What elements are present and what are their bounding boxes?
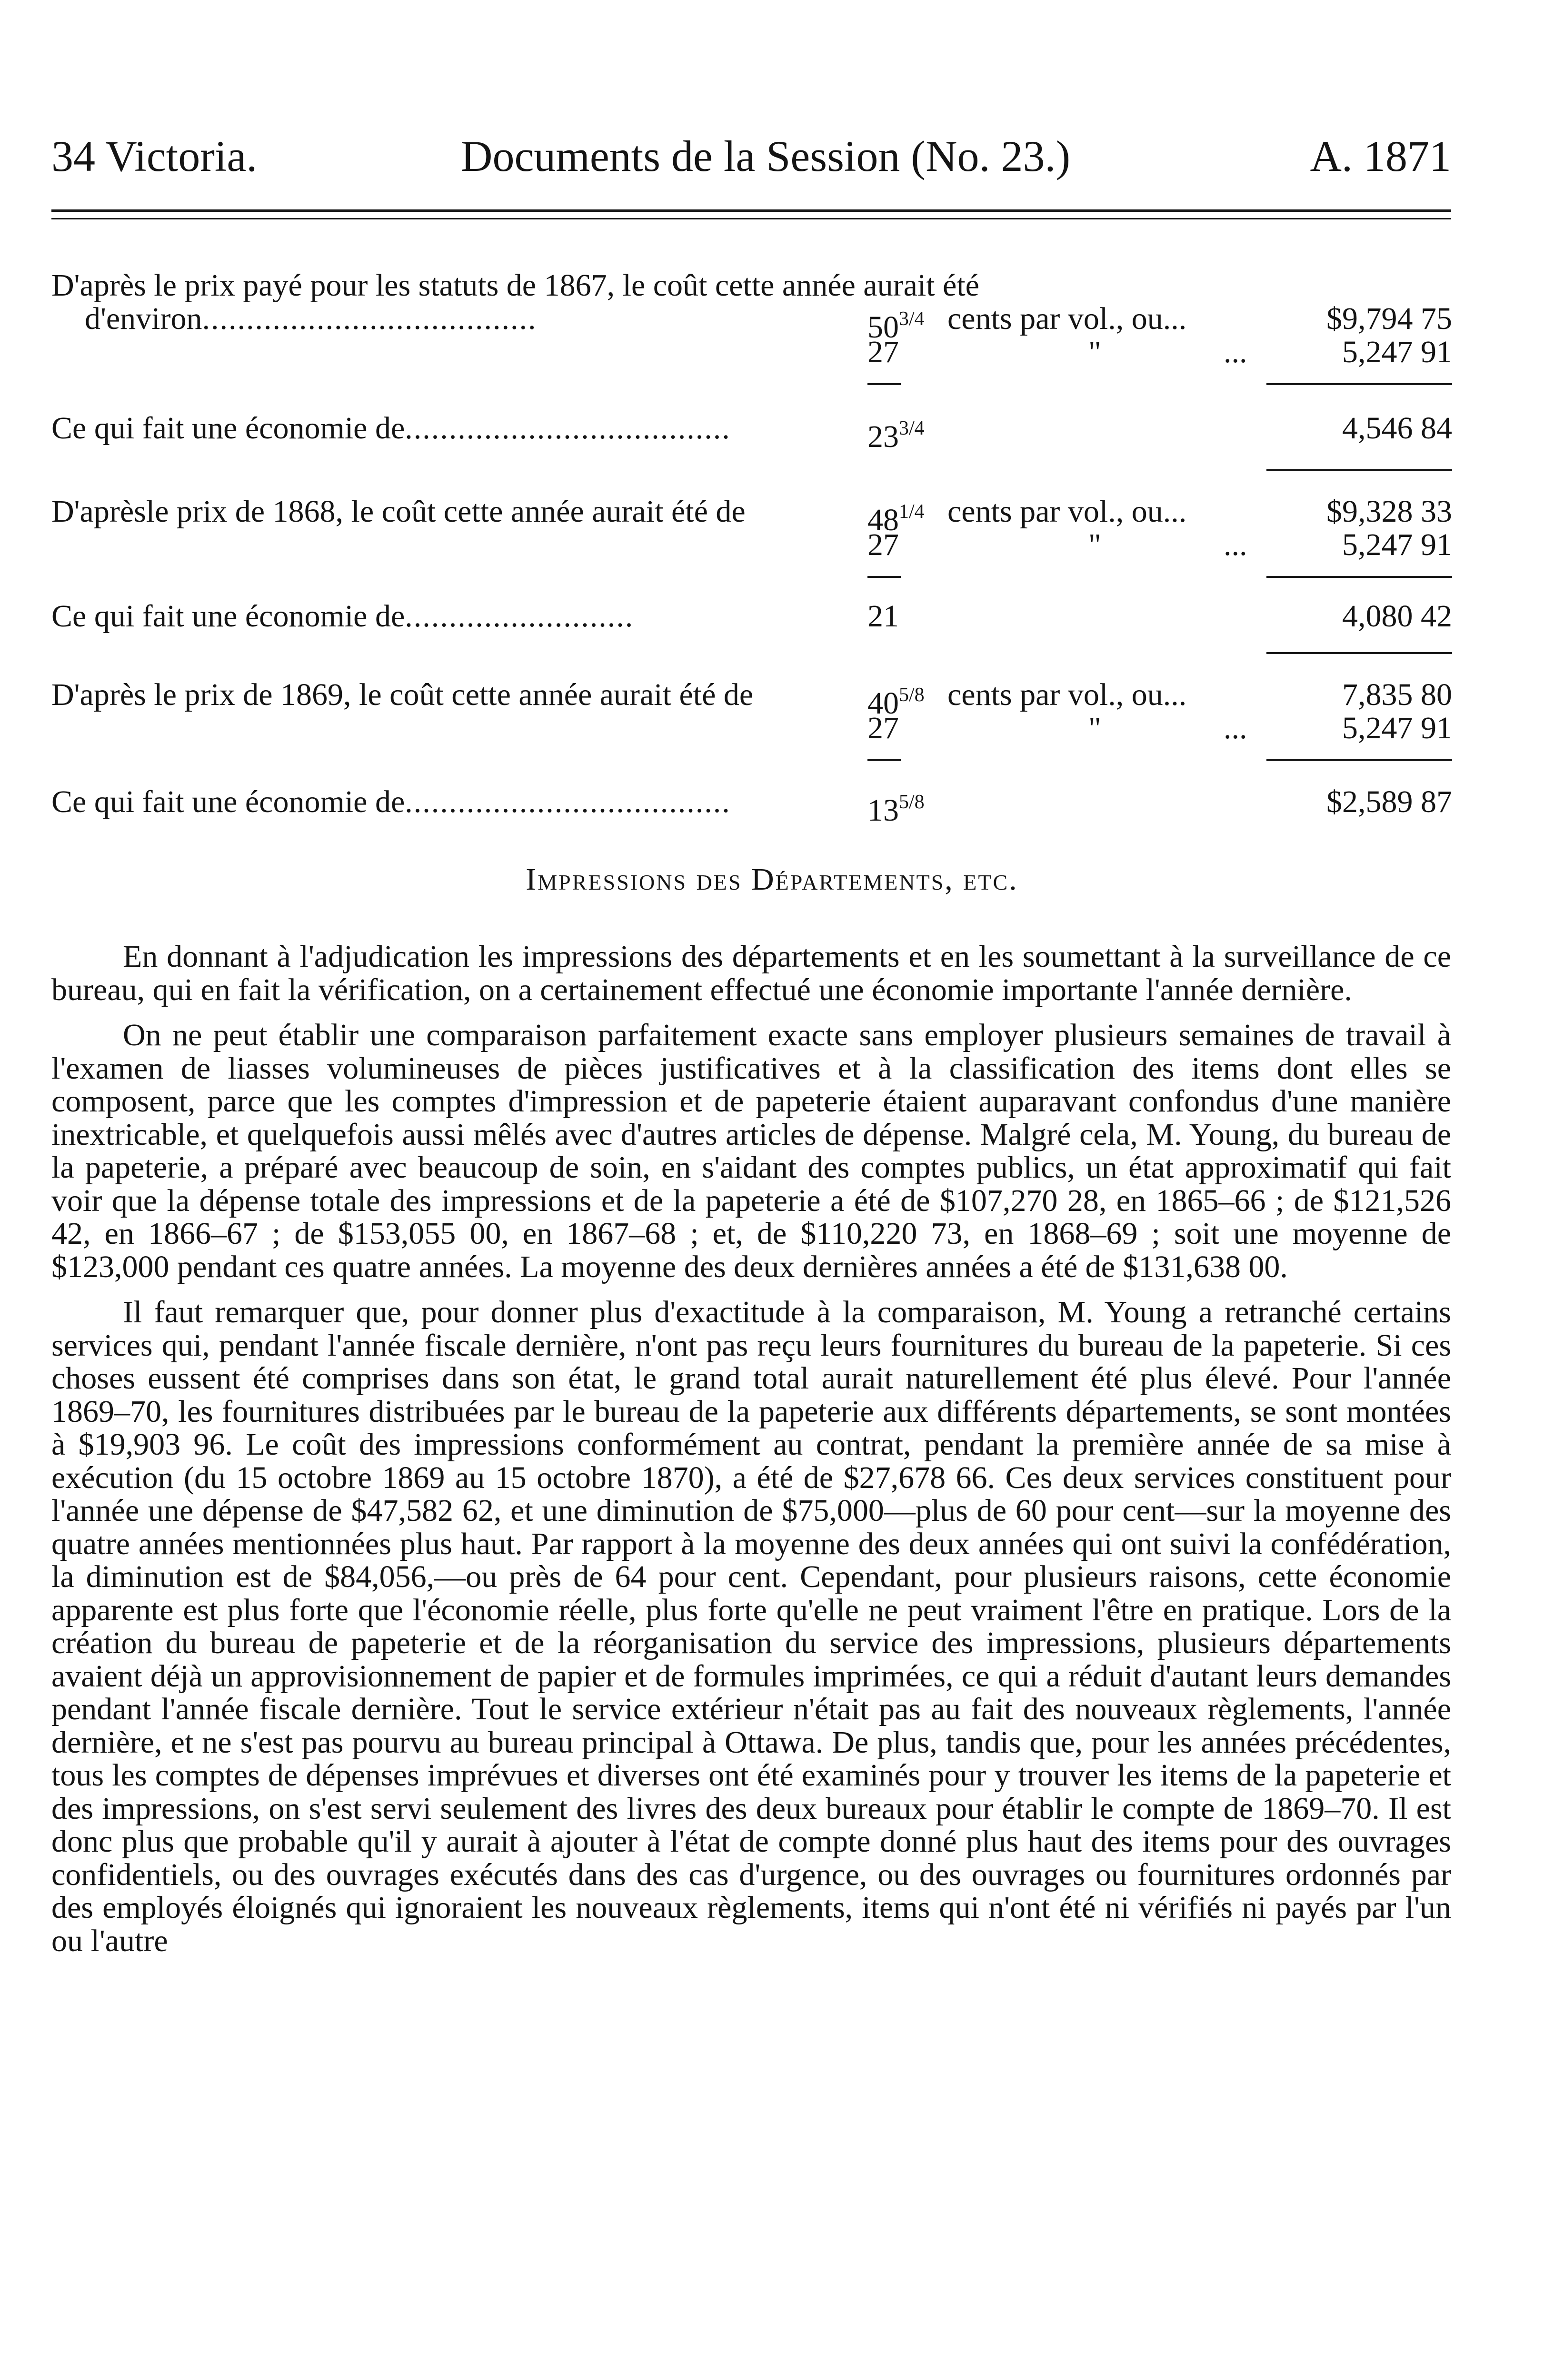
rule — [1266, 469, 1452, 471]
statement-3-amount2: 5,247 91 — [1342, 711, 1452, 745]
statement-2-cents-label: cents par vol., ou... — [947, 494, 1187, 529]
header-rule-thick — [51, 209, 1451, 212]
statement-3-cents: $40^{5/8}$ — [867, 684, 925, 721]
paragraph: On ne peut établir une comparaison parfaitement exacte sans employer plusieurs semaines de travail à l'examen de liasses volumineuses de pièces justificatives et à la classification des items dont elles se composent, parce que les comptes d'impression et de papeterie étaient auparavant confondus d'une manière inextricable, et quelquefois aussi mêlés avec d'autres articles de dépense. Malgré cela, M. Young, du bureau de la papeterie, a préparé avec beaucoup de soin, en s'aidant des comptes publics, un état approximatif qui fait voir que la dépense totale des impressions et de la papeterie a été de $107,270 28, en 1865–66 ; de $121,526 42, en 1866–67 ; de $153,055 00, en 1867–68 ; et, de $110,220 73, en 1868–69 ; soit une moyenne de $123,000 pendant ces quatre années. La moyenne des deux dernières années a été de $131,638 00. — [51, 1018, 1451, 1284]
statement-2-cents: $48^{1/4}$ — [867, 501, 925, 537]
header-year: A. 1871 — [1310, 132, 1451, 180]
statement-3-saving-amount: $2,589 87 — [1326, 784, 1452, 819]
statement-2-saving: Ce qui fait une économie de.......................... — [51, 599, 634, 634]
statement-2-saving-amount: 4,080 42 — [1342, 599, 1452, 634]
rule — [867, 759, 901, 761]
fraction: 3/4 — [899, 308, 925, 330]
ellipsis: ... — [1224, 335, 1247, 369]
rule — [1266, 652, 1452, 654]
fraction: 5/8 — [899, 791, 925, 813]
ditto-mark: " — [1088, 335, 1101, 369]
statement-1-amount2: 5,247 91 — [1342, 335, 1452, 369]
paragraph: Il faut remarquer que, pour donner plus d'exactitude à la comparaison, M. Young a retranché certains services qui, pendant l'année fiscale dernière, n'ont pas reçu leurs fournitures du bureau de la papeterie. Si ces choses eussent été comprises dans son état, le grand total aurait naturellement été plus élevé. Pour l'année 1869–70, les fournitures distribuées par le bureau de la papeterie aux différents départements, se sont montées à $19,903 96. Le coût des impressions conformément au contrat, pendant la première année de sa mise à exécution (du 15 octobre 1869 au 15 octobre 1870), a été de $27,678 66. Ces deux services constituent pour l'année une dépense de $47,582 62, et une diminution de $75,000—plus de 60 pour cent—sur la moyenne des quatre années mentionnées plus haut. Par rapport à la moyenne des deux années qui ont suivi la confédération, la diminution est de $84,056,—ou près de 64 pour cent. Cependant, pour plusieurs raisons, cette économie apparente est plus forte que l'économie réelle, plus forte qu'elle ne peut vraiment l'être en pratique. Lors de la création du bureau de papeterie et de la réorganisation du service des impressions, plusieurs départements avaient déjà un approvisionnement de papier et de formules imprimées, ce qui a réduit d'autant leurs demandes pendant l'année fiscale dernière. Tout le service extérieur n'était pas au fait des nouveaux règlements, l'année dernière, et ne s'est pas pourvu au bureau principal à Ottawa. De plus, tandis que, pour les années précédentes, tous les comptes de dépenses imprévues et diverses ont été examinés pour y trouver les items de la papeterie et des impressions, on s'est servi seulement des livres des deux bureaux pour établir le compte de 1869–70. Il est donc plus que probable qu'il y aurait à ajouter à l'état de compte donné plus haut des items pour des ouvrages confidentiels, ou des ouvrages exécutés dans des cas d'urgence, ou des ouvrages ou fournitures ordonnés par des employés éloignés qui ignoraient les nouveaux règlements, items qui n'ont été ni vérifiés ni payés par l'un ou l'autre — [51, 1295, 1451, 1958]
rule — [867, 383, 901, 385]
statement-1-saving-amount: 4,546 84 — [1342, 411, 1452, 446]
statement-1-line2: d'environ...................................... — [85, 301, 537, 336]
header-volume: 34 Victoria. — [51, 132, 258, 180]
statement-1-amount: $9,794 75 — [1326, 301, 1452, 336]
statement-3-cents-label: cents par vol., ou... — [947, 677, 1187, 712]
ditto-mark: " — [1088, 711, 1101, 745]
statement-1-cents-label: cents par vol., ou... — [947, 301, 1187, 336]
statement-1-cents2: 27 — [867, 335, 899, 369]
statement-1-label: d'environ — [85, 301, 202, 336]
statement-1-saving-cents: $23^{3/4}$ — [867, 417, 925, 454]
statement-1-cents: $50^{3/4}$ — [867, 308, 925, 345]
fraction: 5/8 — [899, 684, 925, 706]
fraction: 1/4 — [899, 501, 925, 523]
page-header — [51, 131, 1451, 183]
rule — [1266, 576, 1452, 578]
rule — [867, 576, 901, 578]
statement-1-line1: D'après le prix payé pour les statuts de 1867, le coût cette année aurait été — [51, 268, 979, 303]
statement-3-cents2: 27 — [867, 711, 899, 745]
statement-3-saving-cents: $13^{5/8}$ — [867, 791, 925, 828]
fraction: 3/4 — [899, 417, 925, 439]
statement-2-amount2: 5,247 91 — [1342, 527, 1452, 562]
statement-3-saving: Ce qui fait une économie de..................................... — [51, 784, 731, 819]
rule — [1266, 383, 1452, 385]
statement-2-line1: D'aprèsle prix de 1868, le coût cette année aurait été de — [51, 494, 746, 529]
statement-2-saving-cents: 21 — [867, 599, 899, 634]
statement-1-saving: Ce qui fait une économie de..................................... — [51, 411, 731, 446]
ditto-mark: " — [1088, 527, 1101, 562]
header-rule-thin — [51, 218, 1451, 219]
statement-2-amount: $9,328 33 — [1326, 494, 1452, 529]
statement-3-line1: D'après le prix de 1869, le coût cette année aurait été de — [51, 677, 754, 712]
statement-3-amount: 7,835 80 — [1342, 677, 1452, 712]
header-title: Documents de la Session (No. 23.) — [461, 132, 1071, 180]
ellipsis: ... — [1224, 711, 1247, 745]
statement-2-cents2: 27 — [867, 527, 899, 562]
rule — [1266, 759, 1452, 761]
ellipsis: ... — [1224, 527, 1247, 562]
section-title: Impressions des Départements, etc. — [526, 862, 1018, 897]
paragraph: En donnant à l'adjudication les impressions des départements et en les soumettant à la surveillance de ce bureau, qui en fait la vérification, on a certainement effectué une économie importante l'année dernière. — [51, 939, 1451, 1007]
body-text — [51, 940, 1451, 1970]
